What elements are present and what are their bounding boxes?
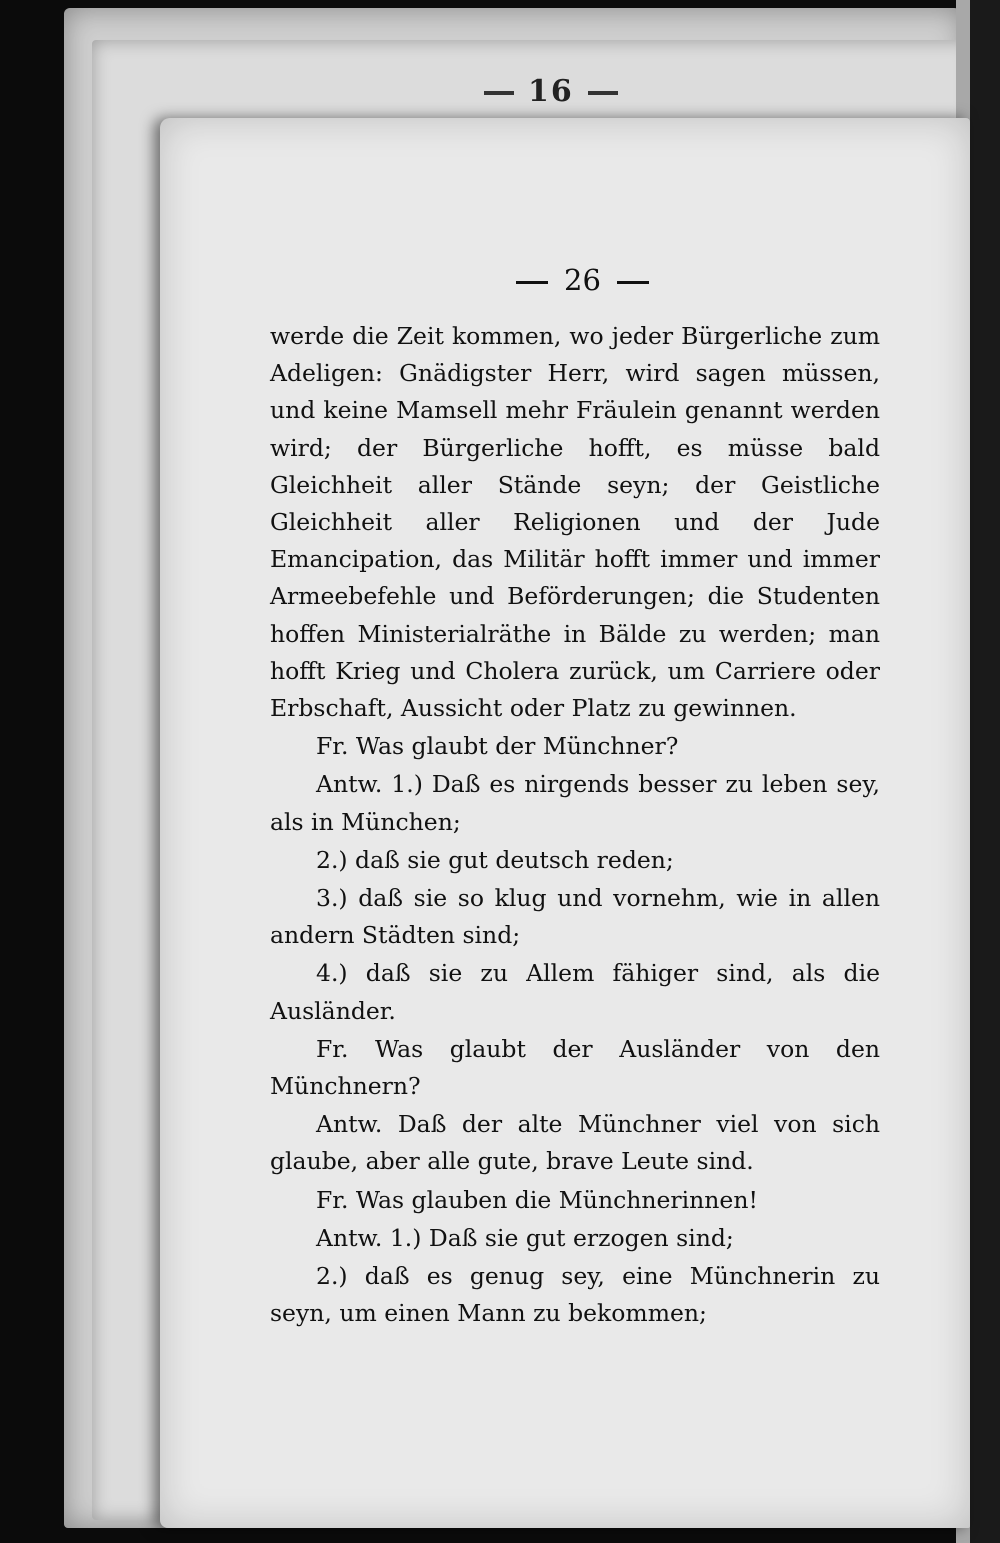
paragraph: Antw. 1.) Daß sie gut erzogen sind; <box>316 1223 734 1252</box>
front-page <box>160 118 970 1528</box>
paragraph: Antw. Daß der alte Münchner viel von sich glaube, aber alle gute, brave Leute sind. <box>270 1110 880 1176</box>
header-dash <box>516 281 548 284</box>
front-page-header <box>500 263 665 297</box>
paragraph: Fr. Was glaubt der Ausländer von den Münchnern? <box>270 1034 880 1101</box>
header-dash <box>588 91 618 95</box>
back-page-header <box>470 74 632 109</box>
paragraph: 2.) daß sie gut deutsch reden; <box>316 845 674 874</box>
back-page-number: 16 <box>528 74 574 109</box>
paragraph: Fr. Was glauben die Münchnerinnen! <box>316 1185 758 1214</box>
paragraph: 3.) daß sie so klug und vornehm, wie in allen andern Städten sind; <box>270 884 880 950</box>
page-body-text <box>270 318 880 1332</box>
front-page-number: 26 <box>564 263 601 297</box>
paragraph: 2.) daß es genug sey, eine Münchnerin zu seyn, um einen Mann zu bekommen; <box>270 1262 880 1328</box>
paragraph: Fr. Was glaubt der Münchner? <box>316 732 679 761</box>
binding-edge <box>970 0 1000 1543</box>
header-dash <box>617 281 649 284</box>
paragraph: 4.) daß sie zu Allem fähiger sind, als die Ausländer. <box>270 959 880 1025</box>
paragraph: werde die Zeit kommen, wo jeder Bürgerliche zum Adeligen: Gnädigster Herr, wird sagen müssen, und keine Mamsell mehr Fräulein genannt werden wird; der Bürgerliche hofft, es müsse bald Gleichheit aller Stände seyn; der Geistliche Gleichheit aller Religionen und der Jude Emancipation, das Militär hofft immer und immer Armeebefehle und Beförderungen; die Studenten hoffen Ministerialräthe in Bälde zu werden; man hofft Krieg und Cholera zurück, um Carriere oder Erbschaft, Aussicht oder Platz zu gewinnen. <box>270 322 880 723</box>
paragraph: Antw. 1.) Daß es nirgends besser zu leben sey, als in München; <box>270 770 880 836</box>
header-dash <box>484 91 514 95</box>
